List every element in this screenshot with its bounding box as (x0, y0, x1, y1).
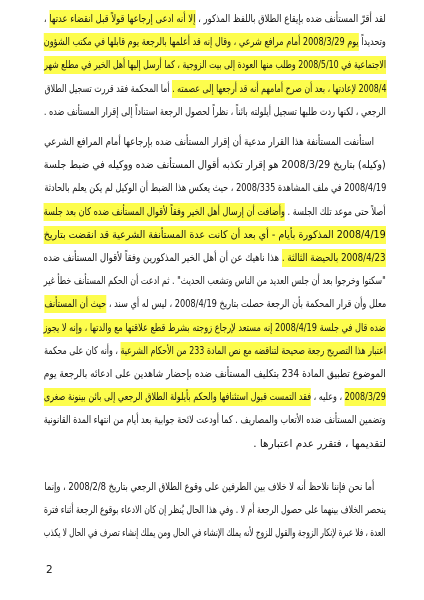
line-text (44, 202, 386, 222)
text-segment: لتقديمها ، فتقرر عدم اعتبارها . (253, 437, 386, 450)
text-segment: هذا ناهيك عن أن أهل الخير المذكورين وفقاً لأقوال المستأنف ضده (44, 252, 283, 264)
text-line (44, 53, 386, 73)
text-line (44, 339, 386, 359)
highlighted-text: الاجتماعية في 2008/5/10 وطلب منها العودة إلى بيت الزوجية ، كما أرسل إليها أهل الخير في مطلع شهر (44, 56, 386, 74)
text-line (44, 176, 386, 196)
line-text (44, 500, 386, 520)
line-text (44, 271, 386, 291)
line-text (44, 294, 386, 314)
line-text (44, 55, 386, 75)
text-segment: ، (44, 13, 50, 25)
line-text (44, 523, 386, 543)
text-segment: وتحديداً (358, 36, 386, 49)
line-text (44, 318, 386, 338)
text-line (44, 475, 374, 495)
highlighted-text: ضده قال في جلسة 2008/4/19 إنه مستعد لإرجاع زوجته بشرط قطع علاقتها مع والدتها ، وإنه لا يجوز (44, 319, 386, 337)
text-segment: (وكيله) بتاريخ 2008/3/29 هو إقرار تكذبه أقوال المستأنف ضده ووكيله في ضبط جلسة (44, 159, 386, 172)
text-line (44, 432, 386, 452)
text-line (44, 100, 386, 120)
text-line (44, 269, 386, 289)
line-text (44, 9, 386, 29)
text-segment: ينحصر الخلاف بينهما على حصول الرجعة أم لا . وفي هذا الحال يُنظر إن كان الادعاء بوقوع الرجعة أثناء فترة (44, 504, 386, 517)
text-segment: وتضمين المستأنف ضده الأتعاب والمصاريف . كما أودعت لائحة جوابية بعد أيام من انتهاء المدة القانونية (44, 414, 386, 427)
highlighted-text: 2008/4/19 المذكورة بأيام - أي بعد أن كانت عدة المستأنفة الشرعية قد انقضت بتاريخ (44, 226, 386, 244)
highlighted-text: يوم 2008/3/29 أمام مرافع شرعي ، وقال إنه قد أعلمها بالرجعة يوم قابلها في مكتب الشؤون (44, 33, 359, 51)
text-line (44, 385, 386, 405)
text-line (44, 316, 386, 336)
line-text (44, 364, 386, 384)
highlighted-text: 2008/3/29 (345, 388, 386, 406)
text-segment: الموضوع تطبيق المادة 234 بتكليف المستأنف ضده بإحضار شاهدين على ادعائه بالرجعة يوم (44, 368, 386, 380)
text-segment: استأنفت المستأنفة هذا القرار مدعية أن إقرار المستأنف ضده بإرجاعها أمام المرافع الشرعي (44, 136, 374, 148)
text-line (44, 223, 386, 243)
line-text (44, 341, 386, 361)
highlighted-text: 2008/4 لإعادتها ، بعد أن صرح أمامهم أنه قد أرجعها إلى عصمته . (172, 80, 386, 98)
text-line (44, 498, 386, 518)
line-text (44, 178, 386, 198)
text-line (44, 362, 386, 382)
line-text (44, 248, 386, 268)
text-segment: 2008/4/19 في ملف المشاهدة 2008/335 ، حيث يعكس هذا الضبط أن الوكيل لم يكن يعلم بالحادثة (44, 182, 386, 195)
text-segment: العدة ، فلا عبرة لإنكار الزوجة والقول للزوج لأنه يملك الإنشاء في الحال ومن يملك إنشاء تصرف في الحال لا يكذب (44, 527, 386, 540)
page-number: 2 (46, 564, 53, 576)
text-segment: ، وعليه ، (311, 391, 345, 404)
text-line (44, 521, 386, 541)
line-text (44, 102, 386, 122)
text-segment: ، وأنه كان على محكمة (44, 344, 121, 357)
text-line (44, 246, 386, 266)
line-text (44, 79, 386, 99)
text-segment: أما المحكمة فقد قررت تسجيل الطلاق (44, 82, 172, 95)
text-line (44, 77, 386, 97)
line-text (44, 155, 386, 175)
highlighted-text: وأضافت أن إرسال أهل الخير وفقاً لأقوال المستأنف ضده كان بعد جلسة (44, 203, 285, 221)
line-text (44, 225, 386, 245)
text-segment: أصلاً حتى موعد تلك الجلسة . (285, 205, 386, 218)
line-text (44, 32, 386, 52)
text-line (44, 130, 374, 150)
line-text (44, 387, 386, 407)
highlighted-text: إلا أنه ادعى إرجاعها قولاً قبل انقضاء عدتها (49, 10, 195, 28)
text-segment: الرجعي ، لكنها ردت طلبها تسجيل أيلولته بائناً ، نظراً لحصول الرجعة استناداً إلى إقرار المستأنف ضده . (44, 105, 386, 118)
text-segment: لقد أقرّ المستأنف ضده بإيقاع الطلاق باللفظ المذكور ، (195, 13, 386, 25)
text-line (44, 292, 386, 312)
text-segment: أما نحن فإننا نلاحظ أنه لا خلاف بين الطرفين على وقوع الطلاق الرجعي بتاريخ 2008/2/8 ، وإنما (44, 481, 374, 493)
text-segment: "سكتوا وخرجوا بعد أن جلس العديد من الناس وتشعب الحديث" . ثم ادعت أن الحكم المستأنف خطأ غير (44, 275, 386, 288)
text-line (44, 153, 386, 173)
text-line (44, 200, 386, 220)
line-text (253, 434, 386, 454)
highlighted-text: 2008/4/23 بالحيضة الثالثة . (282, 249, 386, 267)
line-text (44, 132, 374, 152)
highlighted-text: فقد التمست قبول استئنافها والحكم بأيلولة الطلاق الرجعي إلى بائن بينونة صغرى (44, 388, 311, 406)
line-text (44, 477, 374, 497)
text-line (44, 30, 386, 50)
text-segment: معلل وأن قرار المحكمة بأن الرجعة حصلت بتاريخ 2008/4/19 ، ليس له أي سند ، (105, 298, 386, 311)
highlighted-text: حيث أن المستأنف (44, 295, 106, 313)
line-text (44, 410, 386, 430)
text-line (44, 408, 386, 428)
highlighted-text: اعتبار هذا التصريح رجعة صحيحة لتناقضه مع نص المادة 233 من الأحكام الشرعية (120, 342, 386, 360)
text-line (44, 7, 386, 27)
